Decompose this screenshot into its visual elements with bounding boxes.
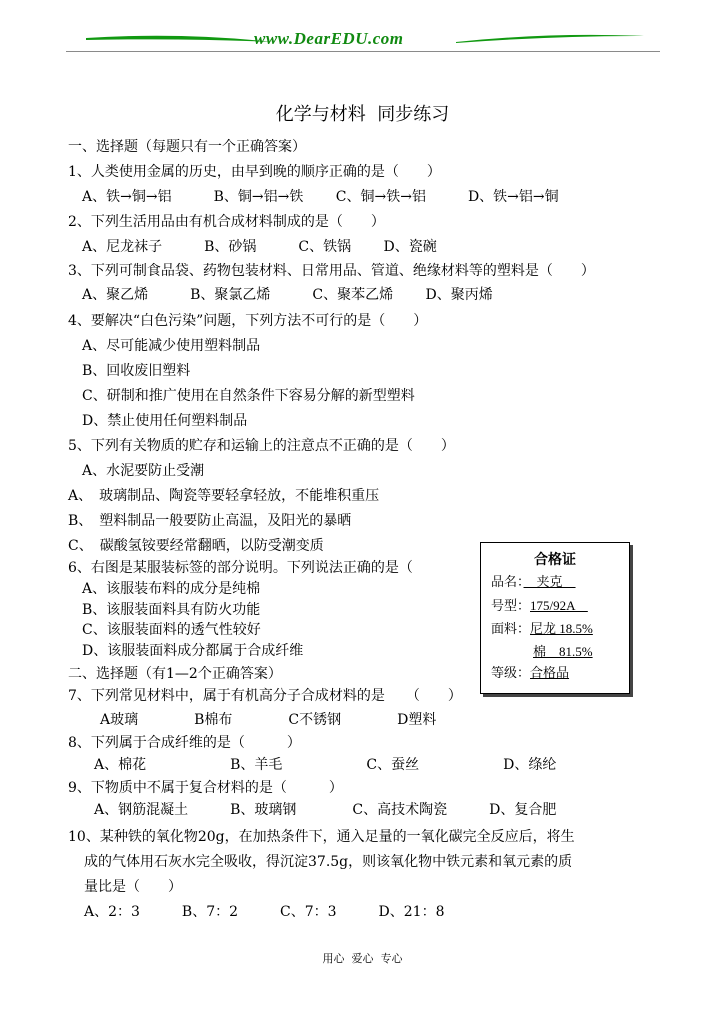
question-6-option-c: C、该服装面料的透气性较好 [82,622,261,638]
cert-name-label: 品名： [491,575,524,590]
question-6-option-d: D、该服装面料成分都属于合成纤维 [82,643,304,659]
question-5-option-c: C、 碳酸氢铵要经常翻晒，以防受潮变质 [68,538,324,554]
question-10-options: A、2：3 B、7：2 C、7：3 D、21：8 [84,904,445,920]
page-footer: 用心 爱心 专心 [322,952,403,965]
question-4-option-b: B、回收废旧塑料 [82,363,191,379]
cert-name-value: 夹克 [523,574,576,589]
question-3-options: A、聚乙烯 B、聚氯乙烯 C、聚苯乙烯 D、聚丙烯 [82,287,493,303]
question-4-option-a: A、尽可能减少使用塑料制品 [82,338,261,354]
right-swoosh-decoration [456,28,656,52]
certificate-label [480,542,630,694]
question-7-options: A玻璃 B棉布 C不锈钢 D塑料 [100,712,437,728]
question-6-option-b: B、该服装面料具有防火功能 [82,602,261,618]
section-1-heading: 一、选择题（每题只有一个正确答案） [68,139,306,155]
page-title: 化学与材料 同步练习 [275,104,450,125]
cert-fabric-value-2: 棉 81.5% [533,644,593,659]
question-5-option-a: A、水泥要防止受潮 [82,463,205,479]
question-2-options: A、尼龙袜子 B、砂锅 C、铁锅 D、瓷碗 [82,239,437,255]
section-2-heading: 二、选择题（有1—2个正确答案） [68,666,282,682]
question-10-line-1: 10、某种铁的氧化物20g，在加热条件下，通入足量的一氧化碳完全反应后，将生 [68,829,575,845]
question-1: 1、人类使用金属的历史，由早到晚的顺序正确的是（ ） [68,164,441,180]
header-rule [66,51,660,52]
question-9-options: A、钢筋混凝土 B、玻璃钢 C、高技术陶瓷 D、复合肥 [94,802,557,818]
cert-grade-label: 等级： [491,666,531,681]
cert-model-value: 175/92A [530,598,588,613]
question-4: 4、要解决“白色污染”问题，下列方法不可行的是（ ） [68,313,428,329]
question-6-option-a: A、该服装布料的成分是纯棉 [82,581,261,597]
site-logo[interactable]: www.DearEDU.com [254,29,404,48]
question-3: 3、下列可制食品袋、药物包装材料、日常用品、管道、绝缘材料等的塑料是（ ） [68,263,595,279]
certificate-title: 合格证 [534,552,576,568]
question-5-option-a2: A、 玻璃制品、陶瓷等要轻拿轻放，不能堆积重压 [68,488,380,504]
question-8: 8、下列属于合成纤维的是（ ） [68,735,301,751]
cert-fabric-value-1: 尼龙 18.5% [530,621,593,636]
question-10-line-2: 成的气体用石灰水完全吸收，得沉淀37.5g，则该氧化物中铁元素和氧元素的质 [84,854,573,870]
question-7: 7、下列常见材料中，属于有机高分子合成材料的是 （ ） [68,688,462,704]
question-2: 2、下列生活用品由有机合成材料制成的是（ ） [68,214,385,230]
question-9: 9、下物质中不属于复合材料的是（ ） [68,780,343,796]
page-header [66,28,660,54]
question-8-options: A、棉花 B、羊毛 C、蚕丝 D、绦纶 [94,757,557,773]
question-5-option-b: B、 塑料制品一般要防止高温，及阳光的暴晒 [68,513,352,529]
question-6: 6、右图是某服装标签的部分说明。下列说法正确的是（ [68,560,413,576]
cert-grade-value: 合格品 [530,665,570,680]
cert-fabric-label: 面料： [491,622,531,637]
question-4-option-c: C、研制和推广使用在自然条件下容易分解的新型塑料 [82,388,415,404]
cert-model-label: 号型： [491,599,531,614]
question-1-options: A、铁→铜→铝 B、铜→铝→铁 C、铜→铁→铝 D、铁→铝→铜 [82,189,559,205]
question-5: 5、下列有关物质的贮存和运输上的注意点不正确的是（ ） [68,438,455,454]
question-10-line-3: 量比是（ ） [84,879,182,895]
question-4-option-d: D、禁止使用任何塑料制品 [82,413,248,429]
